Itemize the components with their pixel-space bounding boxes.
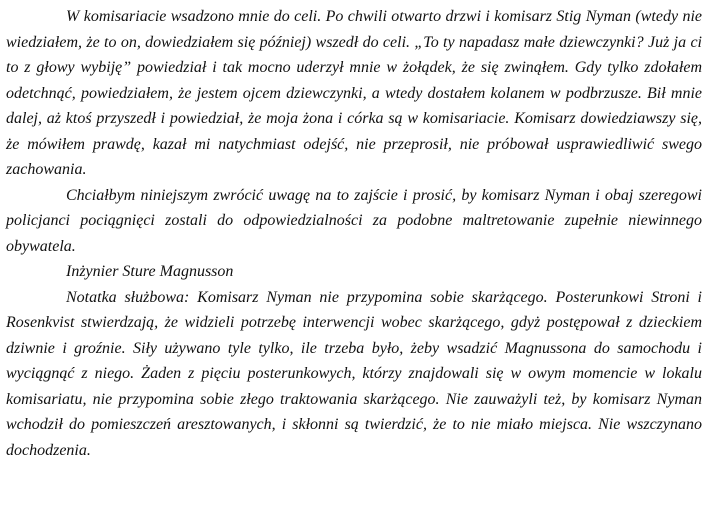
paragraph-complaint-request: Chciałbym niniejszym zwrócić uwagę na to zajście i prosić, by komisarz Nyman i obaj szeregowi policjanci pociągnięci zostali do odpowiedzialności za podobne maltretowanie zupełnie niewinnego obywatela.: [6, 186, 702, 255]
paragraph-official-note: Notatka służbowa: Komisarz Nyman nie przypomina sobie skarżącego. Posterunkowi Stroni i Rosenkvist stwierdzają, że widzieli potrzebę interwencji wobec skarżącego, gdyż postępował z dzieckiem dziwnie i groźnie. Siły używano tyle tylko, ile trzeba było, żeby wsadzić Magnussona do samochodu i wyciągnąć z niego. Żaden z pięciu posterunkowych, którzy znajdowali się w owym momencie w lokalu komisariatu, nie przypomina sobie złego traktowania skarżącego. Nie zauważyli też, by komisarz Nyman wchodził do pomieszczeń aresztowanych, i skłonni są twierdzić, że to nie miało miejsca. Nie wszczynano dochodzenia.: [6, 288, 702, 459]
signature-line: Inżynier Sture Magnusson: [66, 263, 234, 280]
paragraph-complaint-narrative: W komisariacie wsadzono mnie do celi. Po chwili otwarto drzwi i komisarz Stig Nyman (wtedy nie wiedziałem, że to on, dowiedziałem się później) wszedł do celi. „To ty napadasz małe dziewczynki? Już ja ci to z głowy wybiję” powiedział i tak mocno uderzył mnie w żołądek, że się zwinąłem. Gdy tylko zdołałem odetchnąć, powiedziałem, że jestem ojcem dziewczynki, a wtedy dostałem kolanem w podbrzusze. Bił mnie dalej, aż ktoś przyszedł i powiedział, że moja żona i córka są w komisariacie. Komisarz dowiedziawszy się, że mówiłem prawdę, kazał mi natychmiast odejść, nie przeprosił, nie próbował usprawiedliwić swego zachowania.: [6, 8, 702, 178]
